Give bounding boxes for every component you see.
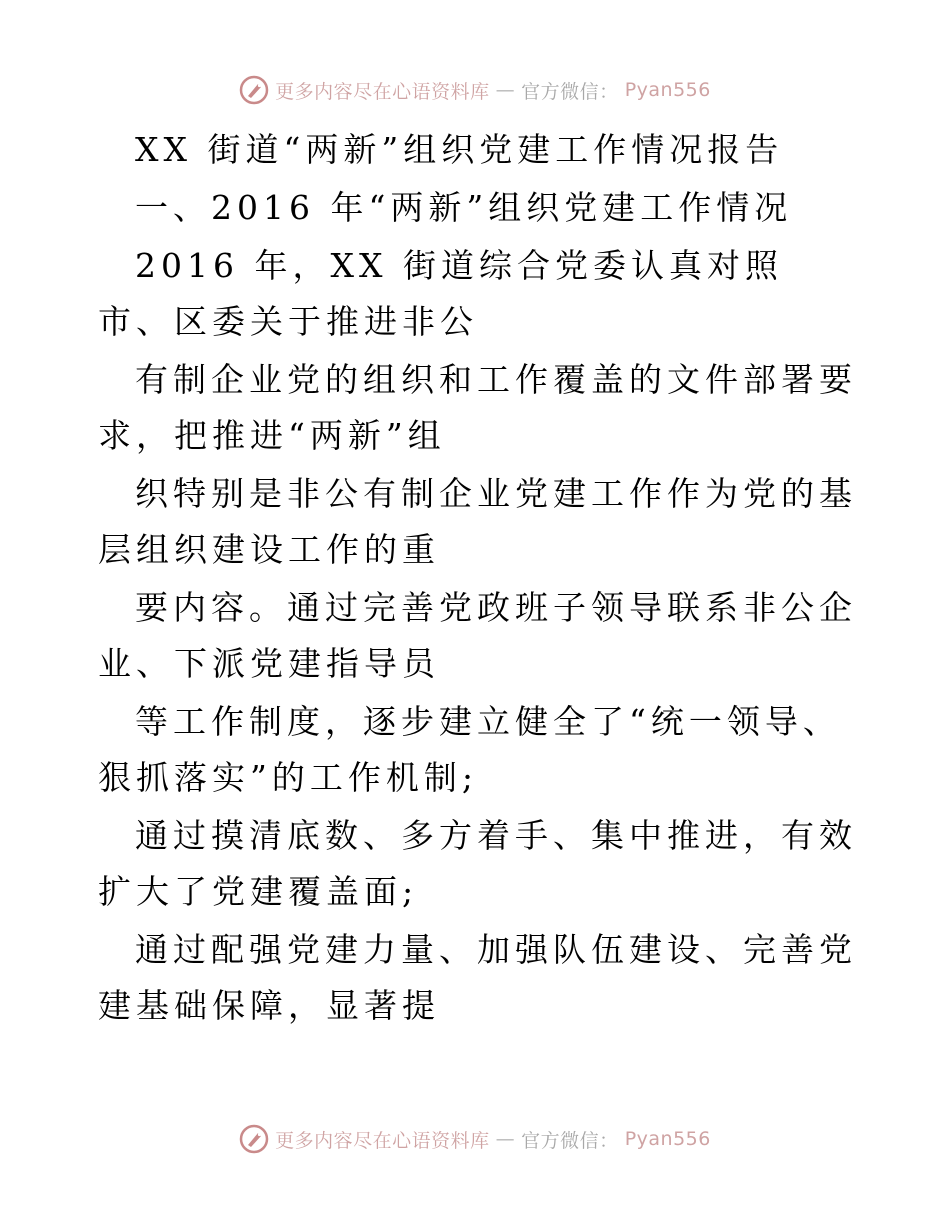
document-body [98,122,858,1036]
paragraph-2: 有制企业党的组织和工作覆盖的文件部署要求，把推进“两新”组 [98,360,857,455]
header-watermark [0,75,950,105]
watermark-official-label: 官方微信： [521,80,619,103]
footer-watermark [0,1124,950,1154]
watermark-separator: — [495,1128,516,1150]
watermark-wechat-id: Pyan556 [624,1128,711,1150]
paragraph-5: 等工作制度，逐步建立健全了“统一领导、狠抓落实”的工作机制; [98,702,841,797]
watermark-wechat-id: Pyan556 [624,79,711,101]
pen-nib-logo-icon [239,75,269,105]
watermark-main-text: 更多内容尽在心语资料库 [275,1129,490,1152]
section-heading: 一、2016 年“两新”组织党建工作情况 [135,188,793,227]
paragraph-4: 要内容。通过完善党政班子领导联系非公企业、下派党建指导员 [98,588,857,683]
paragraph-1: 2016 年，XX 街道综合党委认真对照市、区委关于推进非公 [98,246,783,341]
paragraph-3: 织特别是非公有制企业党建工作作为党的基层组织建设工作的重 [98,474,857,569]
pen-nib-logo-icon [239,1124,269,1154]
watermark-main-text: 更多内容尽在心语资料库 [275,80,490,103]
paragraph-6: 通过摸清底数、多方着手、集中推进，有效扩大了党建覆盖面; [98,816,857,911]
document-title: XX 街道“两新”组织党建工作情况报告 [135,130,784,169]
watermark-official-label: 官方微信： [521,1129,619,1152]
paragraph-7: 通过配强党建力量、加强队伍建设、完善党建基础保障，显著提 [98,930,857,1025]
watermark-separator: — [495,79,516,101]
